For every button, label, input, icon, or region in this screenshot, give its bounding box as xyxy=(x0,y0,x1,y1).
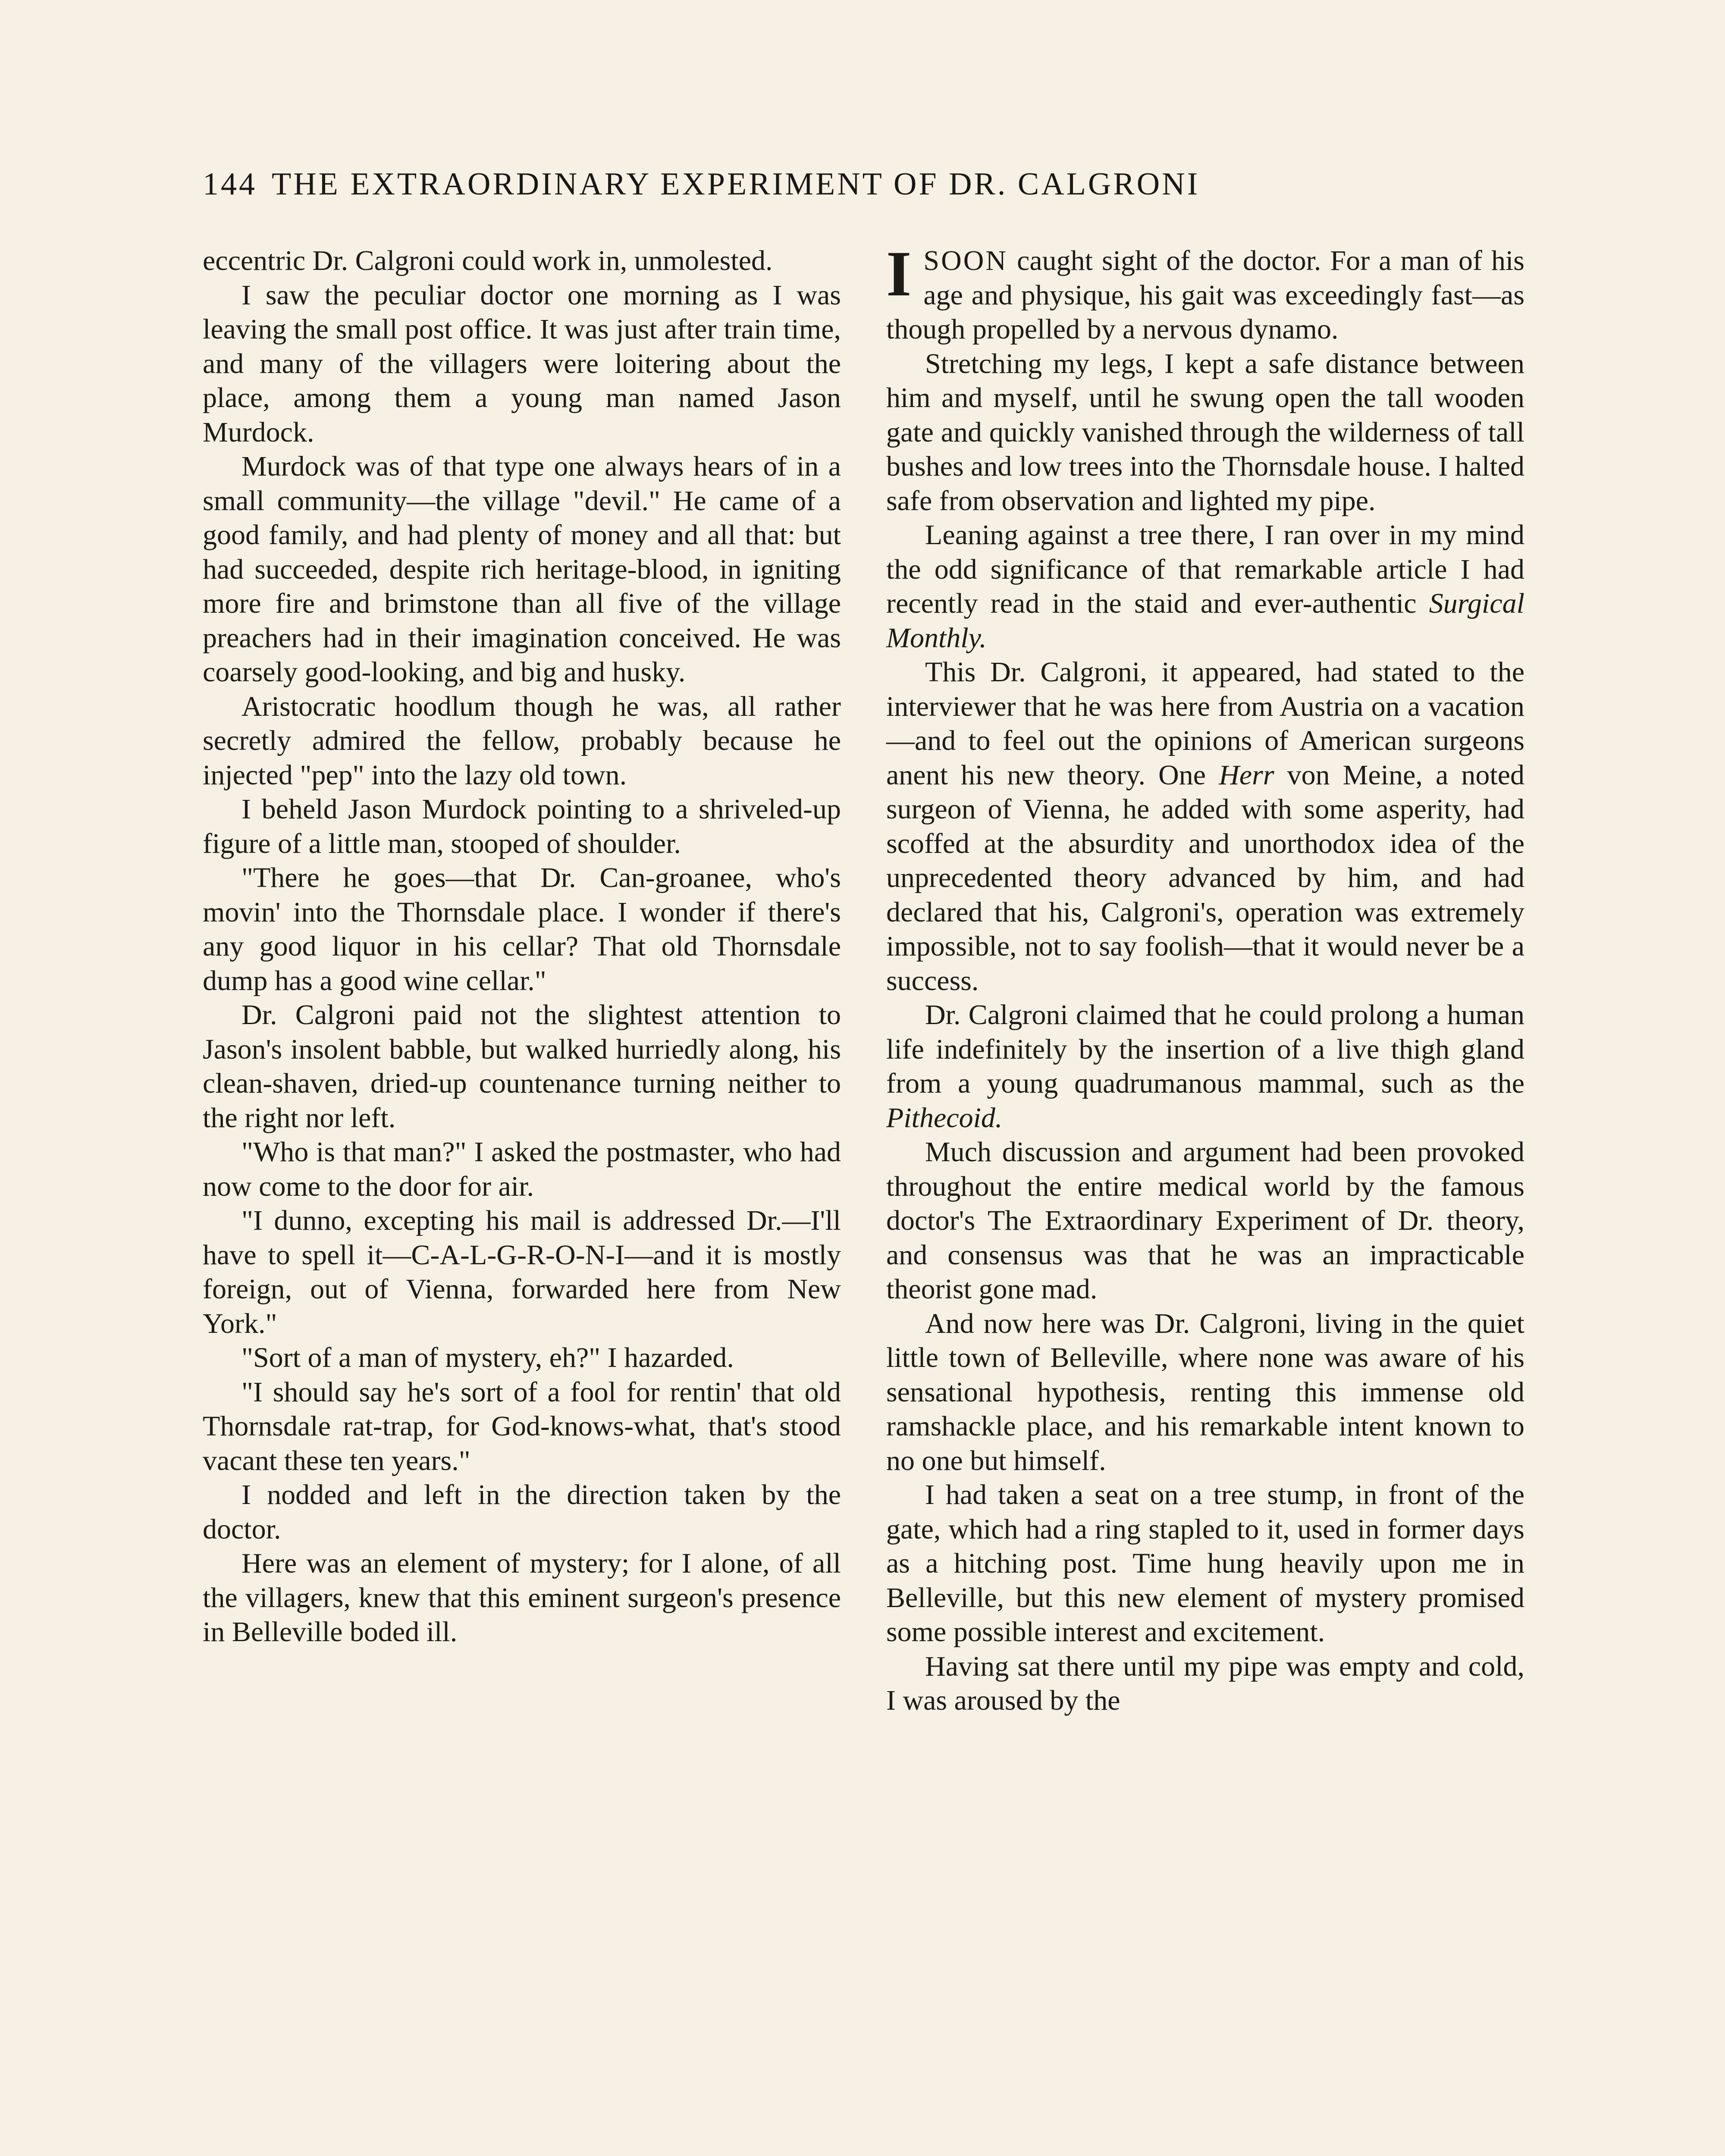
header-title: THE EXTRAORDINARY EXPERIMENT OF DR. CALGRONI xyxy=(272,166,1200,202)
section-opening-paragraph xyxy=(886,238,1524,347)
paragraph: I beheld Jason Murdock pointing to a shriveled-up figure of a little man, stooped of shoulder. xyxy=(203,793,841,859)
paragraph-text: This Dr. Calgroni, it appeared, had stated to the interviewer that he was here from Austria on a vacation—and to feel out the opinions of American surgeons anent his new theory. One xyxy=(886,656,1524,791)
paragraph: I saw the peculiar doctor one morning as I was leaving the small post office. It was just after train time, and many of the villagers were loitering about the place, among them a young man named Jason Murdock. xyxy=(203,279,841,448)
paragraph: "I dunno, excepting his mail is addressed Dr.—I'll have to spell it—C-A-L-G-R-O-N-I—and it is mostly foreign, out of Vienna, forwarded here from New York." xyxy=(203,1205,841,1339)
paragraph: "Sort of a man of mystery, eh?" I hazarded. xyxy=(242,1342,734,1373)
paragraph xyxy=(886,655,1524,998)
paragraph-text: Much discussion and argument had been provoked throughout the entire medical world by the famous doctor's xyxy=(886,1136,1524,1236)
paragraph: Stretching my legs, I kept a safe distance between him and myself, until he swung open the tall wooden gate and quickly vanished through the wilderness of tall bushes and low trees into the Thornsdale house. I halted safe from observation and lighted my pipe. xyxy=(886,348,1524,517)
left-column xyxy=(203,244,841,1649)
paragraph: Aristocratic hoodlum though he was, all rather secretly admired the fellow, probably because he injected "pep" into the lazy old town. xyxy=(203,690,841,791)
paragraph: "I should say he's sort of a fool for rentin' that old Thornsdale rat-trap, for God-knows-what, that's stood vacant these ten years." xyxy=(203,1376,841,1476)
opening-smallcaps: SOON xyxy=(923,245,1008,276)
page-number: 144 xyxy=(203,166,257,202)
right-column xyxy=(886,238,1525,1718)
misprinted-line: The Extraordinary Experiment of Dr. xyxy=(987,1205,1434,1236)
paragraph: eccentric Dr. Calgroni could work in, unmolested. xyxy=(203,245,773,276)
italic-title: Surgical Monthly. xyxy=(886,588,1524,654)
paragraph-text: Leaning against a tree there, I ran over in my mind the odd significance of that remarkable article I had recently read in the staid and ever-authentic xyxy=(886,519,1524,619)
italic-word: Herr xyxy=(1219,759,1274,791)
drop-cap: I xyxy=(886,238,912,310)
paragraph: Here was an element of mystery; for I alone, of all the villagers, knew that this eminent surgeon's presence in Belleville boded ill. xyxy=(203,1548,841,1648)
paragraph: And now here was Dr. Calgroni, living in the quiet little town of Belleville, where none was aware of his sensational hypothesis, renting this immense old ramshackle place, and his remarkable intent known to no one but himself. xyxy=(886,1307,1524,1476)
paragraph xyxy=(886,998,1524,1135)
italic-word: Pithecoid. xyxy=(886,1102,1003,1134)
paragraph: "There he goes—that Dr. Can-groanee, who's movin' into the Thornsdale place. I wonder if there's any good liquor in his cellar? That old Thornsdale dump has a good wine cellar." xyxy=(203,862,841,997)
paragraph: "Who is that man?" I asked the postmaster, who had now come to the door for air. xyxy=(203,1136,841,1202)
paragraph xyxy=(886,1135,1524,1307)
paragraph: Murdock was of that type one always hears of in a small community—the village "devil." He came of a good family, and had plenty of money and all that: but had succeeded, despite rich heritage-blood, in igniting more fire and brimstone than all five of the village preachers had in their imagination conceived. He was coarsely good-looking, and big and husky. xyxy=(203,451,841,688)
paragraph-text: von Meine, a noted surgeon of Vienna, he added with some asperity, had scoffed at the absurdity and unorthodox idea of the unprecedented theory advanced by him, and had declared that his, Calgroni's, operation was extremely impossible, not to say foolish—that it would never be a success. xyxy=(886,759,1524,997)
opening-text: caught sight of the doctor. For a man of his age and physique, his gait was exceedingly fast—as though propelled by a nervous dynamo. xyxy=(886,245,1524,345)
running-header xyxy=(203,166,1449,203)
paragraph: Having sat there until my pipe was empty and cold, I was aroused by the xyxy=(886,1650,1524,1716)
paragraph: I nodded and left in the direction taken by the doctor. xyxy=(203,1479,841,1545)
paragraph-text: Dr. Calgroni claimed that he could prolong a human life indefinitely by the insertion of a live thigh gland from a young quadrumanous mammal, such as the xyxy=(886,999,1524,1099)
paragraph: I had taken a seat on a tree stump, in front of the gate, which had a ring stapled to it, used in former days as a hitching post. Time hung heavily upon me in Belleville, but this new element of mystery promised some possible interest and excitement. xyxy=(886,1479,1524,1648)
paragraph: Dr. Calgroni paid not the slightest attention to Jason's insolent babble, but walked hurriedly along, his clean-shaven, dried-up countenance turning neither to the right nor left. xyxy=(203,999,841,1134)
paragraph-text: theory, and consensus was that he was an impracticable theorist gone mad. xyxy=(886,1205,1525,1305)
paragraph xyxy=(886,518,1524,655)
